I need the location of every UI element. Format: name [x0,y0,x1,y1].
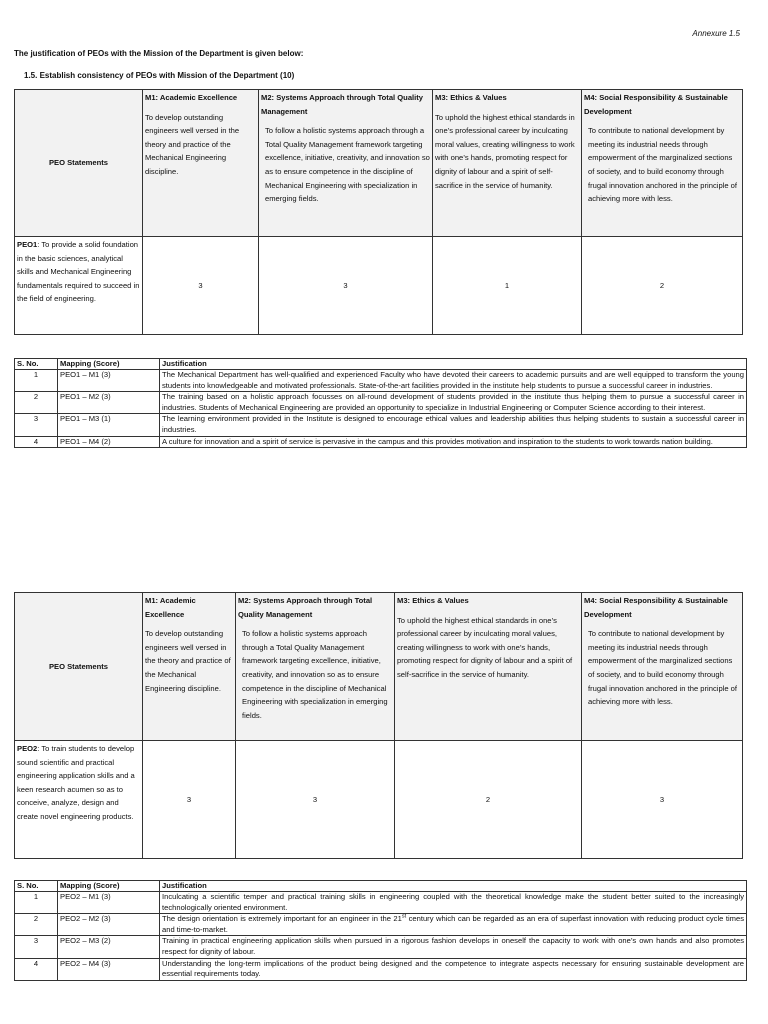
mapping-cell: PEO1 – M4 (2) [58,436,160,448]
mapping-cell: PEO1 – M3 (1) [58,414,160,436]
table-row [15,414,747,436]
mission-desc: To uphold the highest ethical standards in one’s professional career by inculcating moral values, creating willingness to work with one’s hands, promoting respect for dignity of labour and a spirit of self-sacrifice in the service of humanity. [397,615,573,679]
mission-m1-cell [143,90,259,237]
sno-header: S. No. [15,359,58,370]
justification-text-b: century which can be regarded as an era of superfast innovation with reducing product cycle times and time-to-market. [162,914,744,934]
peo-text: : To train students to develop sound scientific and practical engineering application skills and a keen research acumen so as to conceive, analyze, design and create novel engineering products. [17,744,135,821]
mapping-cell: PEO2 – M3 (2) [58,936,160,958]
justification-cell: The Mechanical Department has well-qualified and experienced Faculty who have devoted their careers to academic pursuits and are well equipped to transform the young students into knowledgeable and motivated professionals. State-of-the-art facilities provided in the institute help students to pursue a successful career in industries. [160,370,747,392]
justification-header: Justification [160,359,747,370]
justification-cell: A culture for innovation and a spirit of service is pervasive in the campus and this provides motivation and inspiration to the students to work towards nation building. [160,436,747,448]
sno-cell: 2 [15,914,58,936]
sno-cell: 1 [15,892,58,914]
mission-desc: To develop outstanding engineers well versed in the theory and practice of the Mechanical Engineering discipline. [145,112,240,176]
peo1-statement [15,237,143,335]
mission-m3-cell [433,90,582,237]
mission-m4-cell [582,593,743,741]
table-row [15,370,747,392]
justification-cell: The training based on a holistic approach focusses on all-round development of students provided in the institute thus helping them to pursue a successful career in industries. Students of Mechanical Engineering are provided an opportunity to specialize in Industrial Engineering or Computer Science according to their interest. [160,392,747,414]
sno-cell: 3 [15,414,58,436]
sno-cell: 2 [15,392,58,414]
mapping-header: Mapping (Score) [58,881,160,892]
justification-cell: Understanding the long-term implications of the product being designed and the competence to integrate aspects necessary for ensuring sustainable development are essential requirements today. [160,958,747,980]
mission-m4-cell [582,90,743,237]
mission-name: M2: Systems Approach through Total Quality Management [238,596,373,619]
mapping-cell: PEO2 – M1 (3) [58,892,160,914]
mapping-cell: PEO1 – M1 (3) [58,370,160,392]
justification-text-a: The design orientation is extremely important for an engineer in the 21 [162,914,402,924]
mission-name: M1: Academic Excellence [145,596,196,619]
peo-text: : To provide a solid foundation in the basic sciences, analytical skills and Mechanical Engineering fundamentals required to succeed in the field of engineering. [17,240,140,304]
mission-name: M1: Academic Excellence [145,93,238,102]
table-row [15,436,747,448]
annexure-label: Annexure 1.5 [692,29,740,38]
sno-cell: 1 [15,370,58,392]
mission-m3-cell [395,593,582,741]
score-cell: 1 [433,237,582,335]
score-cell: 2 [395,741,582,859]
score-cell: 3 [259,237,433,335]
mission-m1-cell [143,593,236,741]
mapping-header: Mapping (Score) [58,359,160,370]
mapping-cell: PEO2 – M4 (3) [58,958,160,980]
table-row [15,958,747,980]
peo-statements-header: PEO Statements [15,90,143,237]
mission-desc: To contribute to national development by meeting its industrial needs through empowerment of the marginalized sections of society, and to build economy through frugal innovation anchored in the principle of achieving more with less. [588,629,738,707]
peo1-mapping-table [14,89,743,335]
justification-cell: The learning environment provided in the Institute is designed to encourage ethical values and leadership abilities thus helping students to sustain a successful career in industries. [160,414,747,436]
peo2-row [15,741,743,859]
justification-table-2 [14,880,747,981]
ordinal-superscript: st [401,913,407,920]
score-cell: 3 [143,741,236,859]
mapping-cell: PEO2 – M2 (3) [58,914,160,936]
table-row [15,936,747,958]
mission-name: M4: Social Responsibility & Sustainable Development [584,93,728,116]
score-cell: 2 [582,237,743,335]
table-row [15,892,747,914]
justification-header-row [15,881,747,892]
mission-desc: To uphold the highest ethical standards in one’s professional career by inculcating moral values, creating willingness to work with one’s hands, promoting respect for dignity of labour and a spirit of self-sacrifice in the service of humanity. [435,112,575,190]
mission-name: M2: Systems Approach through Total Quality Management [261,93,424,116]
mission-name: M4: Social Responsibility & Sustainable Development [584,596,728,619]
sno-header: S. No. [15,881,58,892]
justification-cell: Inculcating a scientific temper and practical training skills in engineering coupled with the theoretical knowledge make the student better suited to the increasingly technologically oriented environment. [160,892,747,914]
score-cell: 3 [143,237,259,335]
justification-cell: Training in practical engineering application skills when pursued in a rigorous fashion develops in oneself the capacity to work with one’s own hands and also promotes respect for dignity of labour. [160,936,747,958]
mission-name: M3: Ethics & Values [435,93,507,102]
peo-label: PEO2 [17,744,38,753]
peo2-statement [15,741,143,859]
peo-statements-header: PEO Statements [15,593,143,741]
peo-label: PEO1 [17,240,38,249]
mission-m2-cell [259,90,433,237]
mission-desc: To develop outstanding engineers well versed in the theory and practice of the Mechanical Engineering discipline. [145,629,231,693]
score-cell: 3 [236,741,395,859]
intro-text: The justification of PEOs with the Mission of the Department is given below: [14,49,304,58]
justification-cell [160,914,747,936]
section-title: 1.5. Establish consistency of PEOs with Mission of the Department (10) [24,71,295,80]
mission-desc: To follow a holistic systems approach through a Total Quality Management framework targeting excellence, initiative, creativity, and innovation so as to ensure competence in the discipline of Mechanical Engineering with specialization in emerging fields. [265,126,430,204]
mission-desc: To follow a holistic systems approach through a Total Quality Management framework targeting excellence, initiative, creativity, and innovation so as to ensure competence in the discipline of Mechanical Engineering with specialization in emerging fields. [242,629,388,720]
score-cell: 3 [582,741,743,859]
justification-header-row [15,359,747,370]
peo1-row [15,237,743,335]
mission-name: M3: Ethics & Values [397,596,469,605]
justification-header: Justification [160,881,747,892]
justification-table-1 [14,358,747,448]
table-row [15,914,747,936]
sno-cell: 4 [15,436,58,448]
mapping-cell: PEO1 – M2 (3) [58,392,160,414]
mission-desc: To contribute to national development by meeting its industrial needs through empowerment of the marginalized sections of society, and to build economy through frugal innovation anchored in the principle of achieving more with less. [588,126,738,204]
mission-m2-cell [236,593,395,741]
table-row [15,392,747,414]
sno-cell: 4 [15,958,58,980]
sno-cell: 3 [15,936,58,958]
peo2-mapping-table [14,592,743,859]
mission-header-row [15,90,743,237]
mission-header-row [15,593,743,741]
